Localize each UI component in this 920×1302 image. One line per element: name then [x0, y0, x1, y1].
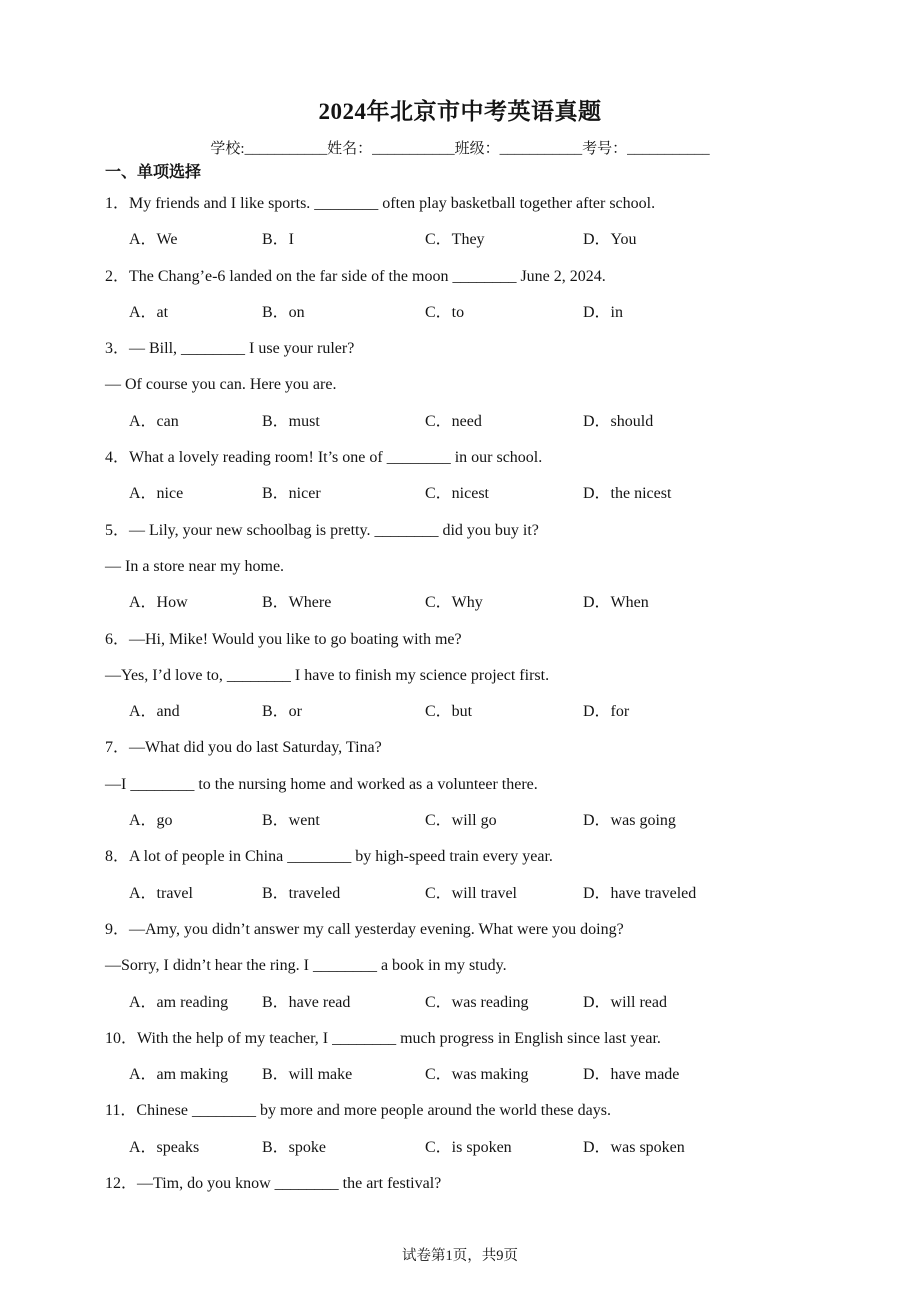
question-11-option-c: C．is spoken: [425, 1138, 512, 1156]
question-4: [105, 440, 860, 513]
question-6-options: [105, 694, 860, 730]
question-2: [105, 259, 860, 332]
questions-list: [105, 186, 860, 1202]
info-blank-class: ___________: [499, 141, 583, 157]
question-8-option-a: A．travel: [129, 884, 193, 902]
question-3-continuation-1: — Of course you can. Here you are.: [105, 376, 337, 394]
question-3: [105, 331, 860, 440]
question-2-stem: 2．The Chang’e-6 landed on the far side of the moon ________ June 2, 2024.: [105, 267, 606, 285]
question-10-option-c: C．was making: [425, 1066, 529, 1084]
student-info-line: [0, 137, 920, 162]
question-6-option-d: D．for: [583, 703, 630, 721]
question-10-option-b: B．will make: [262, 1066, 353, 1084]
question-1-option-d: D．You: [583, 231, 637, 249]
info-blank-name: ___________: [372, 141, 455, 157]
page-number-footer: 试卷第1页，共9页: [402, 1248, 518, 1264]
exam-title: 2024年北京市中考英语真题: [318, 99, 602, 124]
question-4-option-b: B．nicer: [262, 485, 321, 503]
info-blank-exam-no: ___________: [627, 141, 710, 157]
question-8-option-d: D．have traveled: [583, 884, 697, 902]
question-9-option-a: A．am reading: [129, 993, 229, 1011]
section-heading: 一、单项选择: [105, 164, 202, 181]
question-5-stem: 5．— Lily, your new schoolbag is pretty. ________ did you buy it?: [105, 521, 539, 539]
question-6-option-b: B．or: [262, 703, 303, 721]
question-8-options: [105, 876, 860, 912]
question-6-option-c: C．but: [425, 703, 473, 721]
question-5-option-c: C．Why: [425, 594, 483, 612]
question-12: [105, 1166, 860, 1202]
question-9-option-b: B．have read: [262, 993, 351, 1011]
question-9-continuation-1: —Sorry, I didn’t hear the ring. I ________ a book in my study.: [105, 957, 507, 975]
question-7: [105, 730, 860, 839]
question-7-option-b: B．went: [262, 812, 320, 830]
question-2-option-a: A．at: [129, 303, 169, 321]
question-11-options: [105, 1130, 860, 1166]
question-4-option-a: A．nice: [129, 485, 184, 503]
question-9: [105, 912, 860, 1021]
question-2-options: [105, 295, 860, 331]
question-3-options: [105, 404, 860, 440]
question-10-options: [105, 1057, 860, 1093]
question-7-option-d: D．was going: [583, 812, 676, 830]
question-10-stem: 10．With the help of my teacher, I ________ much progress in English since last year.: [105, 1029, 661, 1047]
question-1-stem: 1．My friends and I like sports. ________ often play basketball together after school.: [105, 195, 656, 212]
question-1-option-c: C．They: [425, 231, 485, 249]
question-11-option-a: A．speaks: [129, 1138, 200, 1156]
question-8-stem: 8．A lot of people in China ________ by high-speed train every year.: [105, 848, 553, 866]
question-6-option-a: A．and: [129, 703, 180, 721]
info-label-school: 学校:: [210, 141, 245, 157]
question-11-option-b: B．spoke: [262, 1138, 327, 1156]
info-label-class: 班级：: [454, 141, 500, 157]
question-2-option-b: B．on: [262, 303, 305, 321]
info-label-exam-no: 考号：: [582, 141, 628, 157]
question-12-stem: 12．—Tim, do you know ________ the art festival?: [105, 1175, 442, 1193]
question-6: [105, 622, 860, 731]
question-5-option-a: A．How: [129, 594, 188, 612]
question-7-option-a: A．go: [129, 812, 173, 830]
question-3-option-a: A．can: [129, 412, 179, 430]
question-3-stem: 3．— Bill, ________ I use your ruler?: [105, 340, 355, 358]
info-blank-school: ___________: [244, 141, 328, 157]
question-8: [105, 839, 860, 912]
question-7-option-c: C．will go: [425, 812, 497, 830]
question-7-stem: 7．—What did you do last Saturday, Tina?: [105, 739, 382, 757]
question-9-option-c: C．was reading: [425, 993, 529, 1011]
question-6-continuation-1: —Yes, I’d love to, ________ I have to finish my science project first.: [105, 666, 550, 684]
question-8-option-c: C．will travel: [425, 884, 517, 902]
question-11: [105, 1093, 860, 1166]
question-5: [105, 513, 860, 622]
question-1-options: [105, 222, 860, 258]
question-4-option-c: C．nicest: [425, 485, 489, 503]
question-9-stem: 9．—Amy, you didn’t answer my call yesterday evening. What were you doing?: [105, 920, 624, 938]
question-3-option-d: D．should: [583, 412, 654, 430]
question-10-option-d: D．have made: [583, 1066, 680, 1084]
question-3-option-b: B．must: [262, 412, 320, 430]
info-label-name: 姓名：: [327, 141, 373, 157]
question-4-options: [105, 476, 860, 512]
question-2-option-c: C．to: [425, 303, 465, 321]
question-7-options: [105, 803, 860, 839]
question-1-option-b: B．I: [262, 231, 295, 249]
question-5-option-d: D．When: [583, 594, 649, 612]
question-9-option-d: D．will read: [583, 993, 667, 1011]
question-8-option-b: B．traveled: [262, 884, 341, 902]
question-6-stem: 6．—Hi, Mike! Would you like to go boating with me?: [105, 630, 462, 648]
question-10-option-a: A．am making: [129, 1066, 229, 1084]
question-2-option-d: D．in: [583, 303, 624, 321]
question-10: [105, 1021, 860, 1094]
question-9-options: [105, 985, 860, 1021]
question-5-option-b: B．Where: [262, 594, 332, 612]
question-11-option-d: D．was spoken: [583, 1138, 685, 1156]
question-5-options: [105, 585, 860, 621]
question-3-option-c: C．need: [425, 412, 482, 430]
question-5-continuation-1: — In a store near my home.: [105, 557, 285, 575]
question-11-stem: 11．Chinese ________ by more and more people around the world these days.: [105, 1102, 611, 1120]
question-7-continuation-1: —I ________ to the nursing home and worked as a volunteer there.: [105, 775, 538, 793]
question-4-option-d: D．the nicest: [583, 485, 672, 503]
question-1: [105, 186, 860, 259]
question-1-option-a: A．We: [129, 231, 178, 249]
question-4-stem: 4．What a lovely reading room! It’s one of ________ in our school.: [105, 449, 543, 467]
